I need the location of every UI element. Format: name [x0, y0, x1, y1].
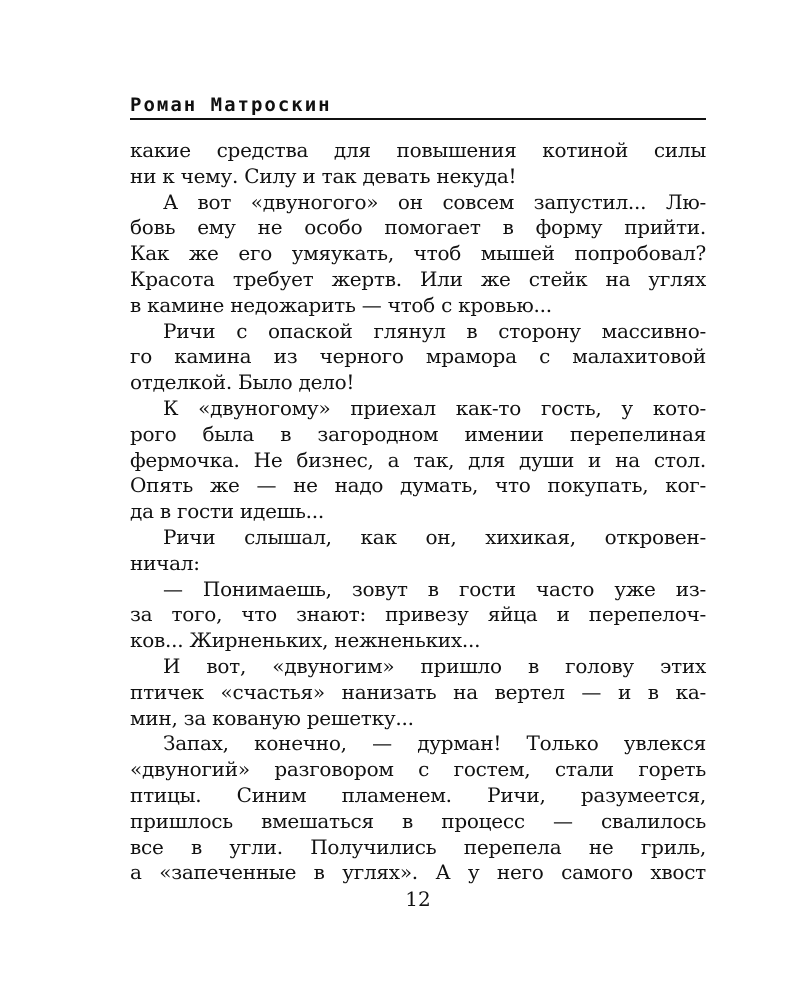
- text-line: птицы. Синим пламенем. Ричи, разумеется,: [130, 782, 706, 807]
- page-number: 12: [405, 887, 431, 911]
- text-line: мин, за кованую решетку...: [130, 705, 414, 730]
- text-line: да в гости идешь...: [130, 499, 324, 524]
- text-line: птичек «счастья» нанизать на вертел — и в ка-: [130, 679, 706, 704]
- text-line: Ричи с опаской глянул в сторону массивно-: [163, 318, 706, 343]
- text-line: Красота требует жертв. Или же стейк на углях: [130, 266, 706, 291]
- text-line: отделкой. Было дело!: [130, 370, 355, 395]
- text-line: И вот, «двуногим» пришло в голову этих: [163, 653, 706, 678]
- text-line: ничал:: [130, 550, 200, 575]
- text-line: все в угли. Получились перепела не гриль,: [130, 834, 706, 859]
- text-line: «двуногий» разговором с гостем, стали гореть: [130, 757, 706, 782]
- text-line: Опять же — не надо думать, что покупать, ког-: [130, 473, 706, 498]
- text-line: в камине недожарить — чтоб с кровью...: [130, 292, 552, 317]
- text-line: фермочка. Не бизнес, а так, для души и на стол.: [130, 447, 706, 472]
- text-line: за того, что знают: привезу яйца и перепелоч-: [130, 602, 706, 627]
- text-line: Ричи слышал, как он, хихикая, откровен-: [163, 524, 706, 549]
- text-line: пришлось вмешаться в процесс — свалилось: [130, 808, 706, 833]
- text-line: Как же его умяукать, чтоб мышей попробовал?: [130, 241, 706, 266]
- text-line: ков... Жирненьких, нежненьких...: [130, 628, 481, 653]
- header-rule: [130, 118, 706, 120]
- text-line: а «запеченные в углях». А у него самого хвост: [130, 860, 706, 885]
- text-line: рого была в загородном имении перепелиная: [130, 421, 706, 446]
- text-line: го камина из черного мрамора с малахитовой: [130, 344, 706, 369]
- text-line: Запах, конечно, — дурман! Только увлекся: [163, 731, 706, 756]
- text-line: ни к чему. Силу и так девать некуда!: [130, 163, 517, 188]
- body-text: [130, 138, 706, 886]
- text-line: А вот «двуногого» он совсем запустил... Лю-: [163, 189, 706, 214]
- text-line: — Понимаешь, зовут в гости часто уже из-: [163, 576, 706, 601]
- text-line: бовь ему не особо помогает в форму прийти.: [130, 215, 706, 240]
- text-line: К «двуногому» приехал как-то гость, у кото-: [163, 395, 706, 420]
- running-title: Роман Матроскин: [130, 94, 332, 116]
- text-line: какие средства для повышения котиной силы: [130, 138, 706, 162]
